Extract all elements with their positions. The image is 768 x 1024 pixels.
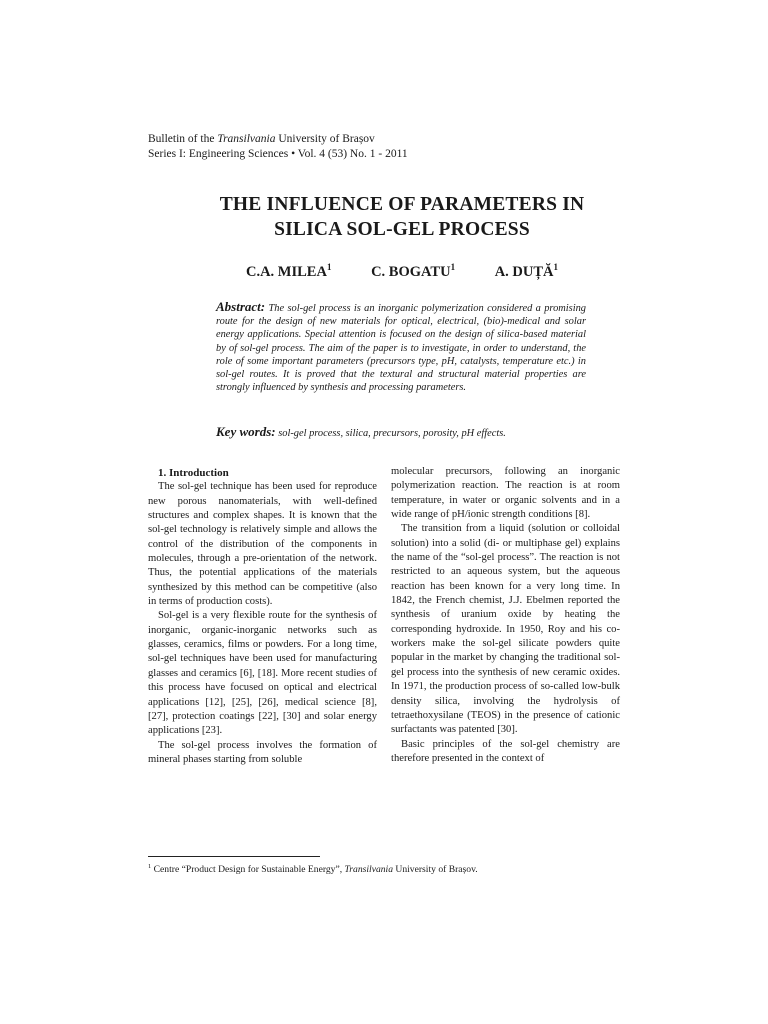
body-paragraph: molecular precursors, following an inorganic polymerization reaction. The reaction is at room temperature, in water or organic solvents and in a wide range of pH/ionic strength conditions [8]. bbox=[391, 466, 620, 521]
right-column bbox=[391, 465, 620, 766]
author-list bbox=[150, 264, 654, 281]
body-paragraph: The sol-gel technique has been used for reproduce new porous nanomaterials, with well-defined structures and complex shapes. It is known that the sol-gel technology is relatively simple and allows the control of the distribution of the components in molecules, through a pre-orientation of the network. Thus, the potential applications of the materials synthesized by this method can be competitive (also in terms of production costs). bbox=[148, 481, 377, 608]
body-paragraph: The sol-gel process involves the formation of mineral phases starting from soluble bbox=[148, 739, 377, 765]
keywords bbox=[216, 424, 586, 440]
title-line-2: SILICA SOL-GEL PROCESS bbox=[274, 219, 530, 240]
keywords-text: sol-gel process, silica, precursors, porosity, pH effects. bbox=[278, 428, 506, 439]
author: C.A. MILEA$^1$ bbox=[245, 262, 332, 280]
author: C. BOGATU$^1$ bbox=[371, 262, 456, 280]
section-heading: 1. Introduction bbox=[158, 467, 229, 479]
journal-header bbox=[148, 132, 408, 162]
journal-header-line2: Series I: Engineering Sciences • Vol. 4 (53) No. 1 - 2011 bbox=[148, 148, 408, 160]
footnote-rule bbox=[148, 856, 320, 857]
left-column bbox=[148, 466, 377, 767]
abstract bbox=[216, 300, 586, 394]
body-paragraph: The transition from a liquid (solution or colloidal solution) into a solid (di- or multiphase gel) explains the name of the “sol-gel process”. The reaction is not restricted to an aqueous system, but the aqueous reaction has been known for a very long time. In 1842, the French chemist, J.J. Ebelmen reported the synthesis of uranium oxide by heating the corresponding hydroxide. In 1950, Roy and his co-workers make the sol-gel silicate powders quite popular in the market by changing the traditional sol-gel process into the synthesis of new ceramic oxides. In 1971, the production process of so-called low-bulk density silica, involving the hydrolysis of tetraethoxysilane (TEOS) in the presence of cationic surfactants was patented [30]. bbox=[391, 523, 620, 736]
body-paragraph: Sol-gel is a very flexible route for the synthesis of inorganic, organic-inorganic networks such as glasses, ceramics, films or powders. For a long time, sol-gel techniques have been used for manufacturing glasses and ceramics [6], [18]. More recent studies of this process have focused on optical and electrical applications [12], [25], [26], medical science [8], [27], protection coatings [22], [30] and solar energy applications [23]. bbox=[148, 610, 377, 737]
body-paragraph: Basic principles of the sol-gel chemistry are therefore presented in the context of bbox=[391, 738, 620, 764]
author: A. DUȚĂ$^1$ bbox=[494, 262, 559, 280]
title-line-1: THE INFLUENCE OF PARAMETERS IN bbox=[219, 194, 585, 215]
abstract-text: The sol-gel process is an inorganic polymerization considered a promising route for the design of new materials for optical, electrical, (bio)-medical and solar energy applications. Special attention is focused on the design of silica-based material by of sol-gel process. The aim of the paper is to investigate, in order to understand, the role of some important parameters (precursors type, pH, catalysts, temperature etc.) in sol-gel routes. It is proved that the textural and structural material properties are strongly influenced by synthesis and processing parameters. bbox=[216, 303, 586, 394]
abstract-label: Abstract: bbox=[216, 299, 266, 314]
footnote: $^1$ Centre “Product Design for Sustainable Energy”, Transilvania University of Brașov. bbox=[148, 862, 478, 875]
paper-title bbox=[150, 192, 654, 242]
keywords-label: Key words: bbox=[216, 424, 276, 439]
journal-header-line1: Bulletin of the Transilvania University of Brașov bbox=[148, 133, 375, 145]
